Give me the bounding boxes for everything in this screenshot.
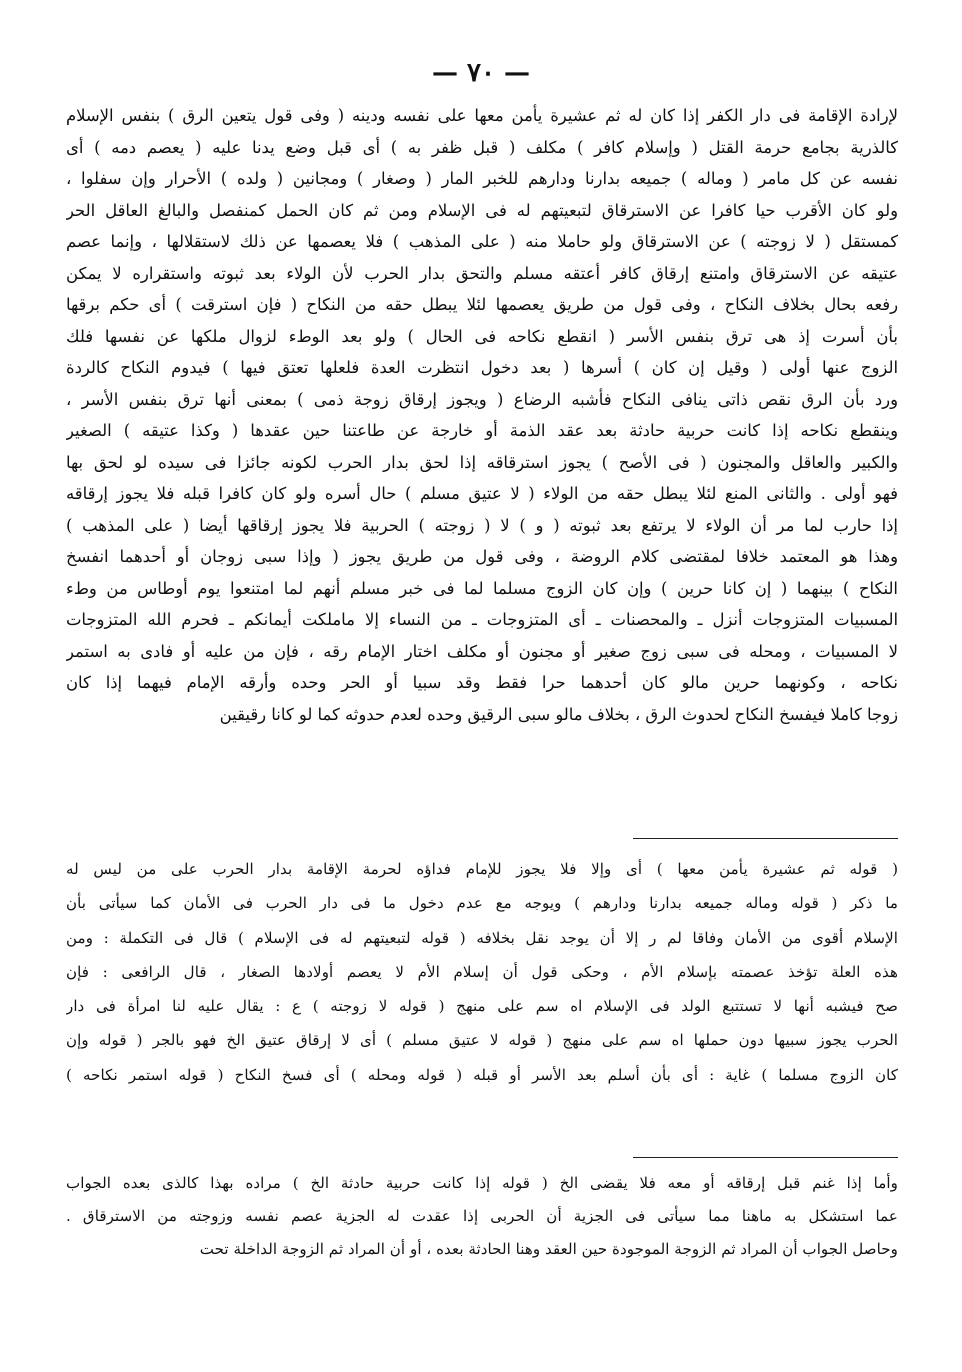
main-text [66,100,898,730]
main-text-line: عتيقه عن الاسترقاق وامتنع إرقاق كافر أعتقه مسلم والتحق بدار الحرب لأن الولاء بعد ثبوته واستقراره لا يمكن [66,263,898,283]
main-text-line: كمستقل ( لا زوجته ) عن الاسترقاق ولو حاملا منه ( على المذهب ) فلا يعصمها عن ذلك لاستقلالها ، وإنما عصم [66,232,898,251]
main-text-line: ولو كان الأقرب حيا كافرا عن الاسترقاق لتبعيتهم له فى الإسلام ومن ثم كان الحمل كمنفصل والبالغ العاقل الحر [66,200,898,220]
footnote-line: وأما إذا غنم قبل إرقاقه أو معه فلا يقضى الخ ( قوله إذا كانت حربية حادثة الخ ) مراده بهذا كالذى بعده الجواب [66,1174,898,1192]
footnote-line: هذه العلة تؤخذ عصمته بإسلام الأم ، وحكى قول أن إسلام الأم لا يعصم أولادها الصغار ، قال الرافعى : فإن [66,962,898,981]
main-text-line: بأن أسرت إذ هى ترق بنفس الأسر ( انقطع نكاحه فى الحال ) ولو بعد الوطء لزوال ملكها عن نفسها فلك [66,326,898,346]
footnote-line: عما استشكل به ماهنا مما سيأتى فى الجزية أن الحربى إذا عقدت له الجزية عصم نفسه وزوجته من الاسترقاق . [66,1207,898,1225]
page-number: — ٧٠ — [431,58,531,88]
footnote-line: كان الزوج مسلما ) غاية : أى بأن أسلم بعد الأسر أو قبله ( قوله ومحله ) أى فسخ النكاح ( قوله استمر نكاحه ) [66,1065,898,1084]
footnote-line: الإسلام أقوى من الأمان وفاقا لم ر إلا أن يوجد نقل بخلافه ( قوله لتبعيتهم له فى الإسلام ) قال فى التكملة : ومن [66,928,898,947]
main-text-line: لإرادة الإقامة فى دار الكفر إذا كان له ثم عشيرة يأمن معها على نفسه ودينه ( وفى قول يتعين الرق ) بنفس الإسلام [66,106,898,125]
main-text-line: والكبير والعاقل والمجنون ( فى الأصح ) يجوز استرقاقه إذا لحق بدار الحرب لكونه جائزا فى سيده لو لحق بها [66,452,898,472]
footnote-line: ما ذكر ( قوله وماله جميعه بدارنا ودارهم ) ويوجه مع عدم دخول ما فى دار الحرب فى الأمان كما سيأتى بأن [66,894,898,913]
footnote-line: الحرب يجوز سبيها دون حملها اه سم على منهج ( قوله لا عتيق مسلم ) أى لا إرقاق عتيق الخ فهو بالجر ( قوله وإن [66,1031,898,1050]
main-text-line: نفسه عن كل مامر ( وماله ) جميعه بدارنا ودارهم للخبر المار ( وصغار ) ومجانين ( ولده ) الأحرار وإن سفلوا ، [66,169,898,188]
footnote-separator [633,1157,898,1158]
main-text-line: زوجا كاملا فيفسخ النكاح لحدوث الرق ، بخلاف مالو سبى الرقيق وحده لعدم حدوثه كما لو كانا رقيقين [219,704,898,724]
main-text-line: ورد بأن الرق نقص ذاتى ينافى النكاح فأشبه الرضاع ( ويجوز إرقاق زوجة ذمى ) بمعنى أنها ترق بنفس الأسر ، [66,389,898,409]
footnote-secondary-commentary [66,1167,898,1266]
footnote-line: وحاصل الجواب أن المراد ثم الزوجة الموجودة حين العقد وهنا الحادثة بعده ، أو أن المراد ثم الزوجة الداخلة تحت [199,1240,898,1258]
main-text-line: الزوج عنها أولى ( وقيل إن كان ) أسرها ( بعد دخول انتظرت العدة فلعلها تعتق فيها ) فيدوم النكاح كالردة [66,358,898,377]
main-text-line: وهذا هو المعتمد خلافا لمقتضى كلام الروضة ، وفى قول من طريق يجوز ( وإذا سبى زوجان أو أحدهما انفسخ [66,547,898,566]
main-text-line: لا المسبيات ، ومحله فى سبى زوج صغير أو مجنون أو مكلف اختار الإمام رقه ، فإن من عليه أو فادى به استمر [66,641,898,661]
footnote-line: صح فيشبه أنها لا تستتبع الولد فى الإسلام اه سم على منهج ( قوله لا زوجته ) ع : يقال عليه لنا امرأة فى دار [66,997,898,1016]
footnote-line: ( قوله ثم عشيرة يأمن معها ) أى وإلا فلا يجوز للإمام فداؤه لحرمة الإقامة بدار الحرب على من ليس له [66,860,898,878]
main-text-line: المسبيات المتزوجات أنزل ـ والمحصنات ـ أى المتزوجات ـ من النساء إلا ماملكت أيمانكم ـ فحرم الله المتزوجات [66,610,898,629]
main-text-line: وينقطع نكاحه إذا كانت حربية حادثة بعد عقد الذمة أو خارجة عن طاعتنا حين عقدها ( وكذا عتيقه ) الصغير [66,421,898,440]
main-text-line: النكاح ) بينهما ( إن كانا حرين ) وإن كان الزوج مسلما لما فى خبر مسلم أنهم لما امتنعوا يوم أوطاس من وطء [66,578,898,598]
footnote-separator [633,838,898,839]
main-text-line: فهو أولى . والثانى المنع لئلا يبطل حقه من الولاء ( لا عتيق مسلم ) حال أسره ولو كان كافرا قبله فلا يجوز إرقاقه [66,484,898,503]
footnote-commentary [66,852,898,1092]
main-text-line: رفعه بحال بخلاف النكاح ، وفى قول من طريق يعصمها لئلا يبطل حقه من النكاح ( فإن استرقت ) أى حكم برقها [66,295,898,314]
main-text-line: كالذرية بجامع حرمة القتل ( وإسلام كافر ) مكلف ( قبل ظفر به ) أى قبل وضع يدنا عليه ( يعصم دمه ) أى [66,137,898,157]
main-text-line: نكاحه ، وكونهما حرين مالو كان أحدهما حرا فقط وقد سبيا أو الحر وحده وأرقه الإمام فيهما إذا كان [66,673,898,692]
main-text-line: إذا حارب لما مر أن الولاء لا يرتفع بعد ثبوته ( و ) لا ( زوجته ) الحربية فلا يجوز إرقاقها أيضا ( على المذهب ) [66,515,898,535]
